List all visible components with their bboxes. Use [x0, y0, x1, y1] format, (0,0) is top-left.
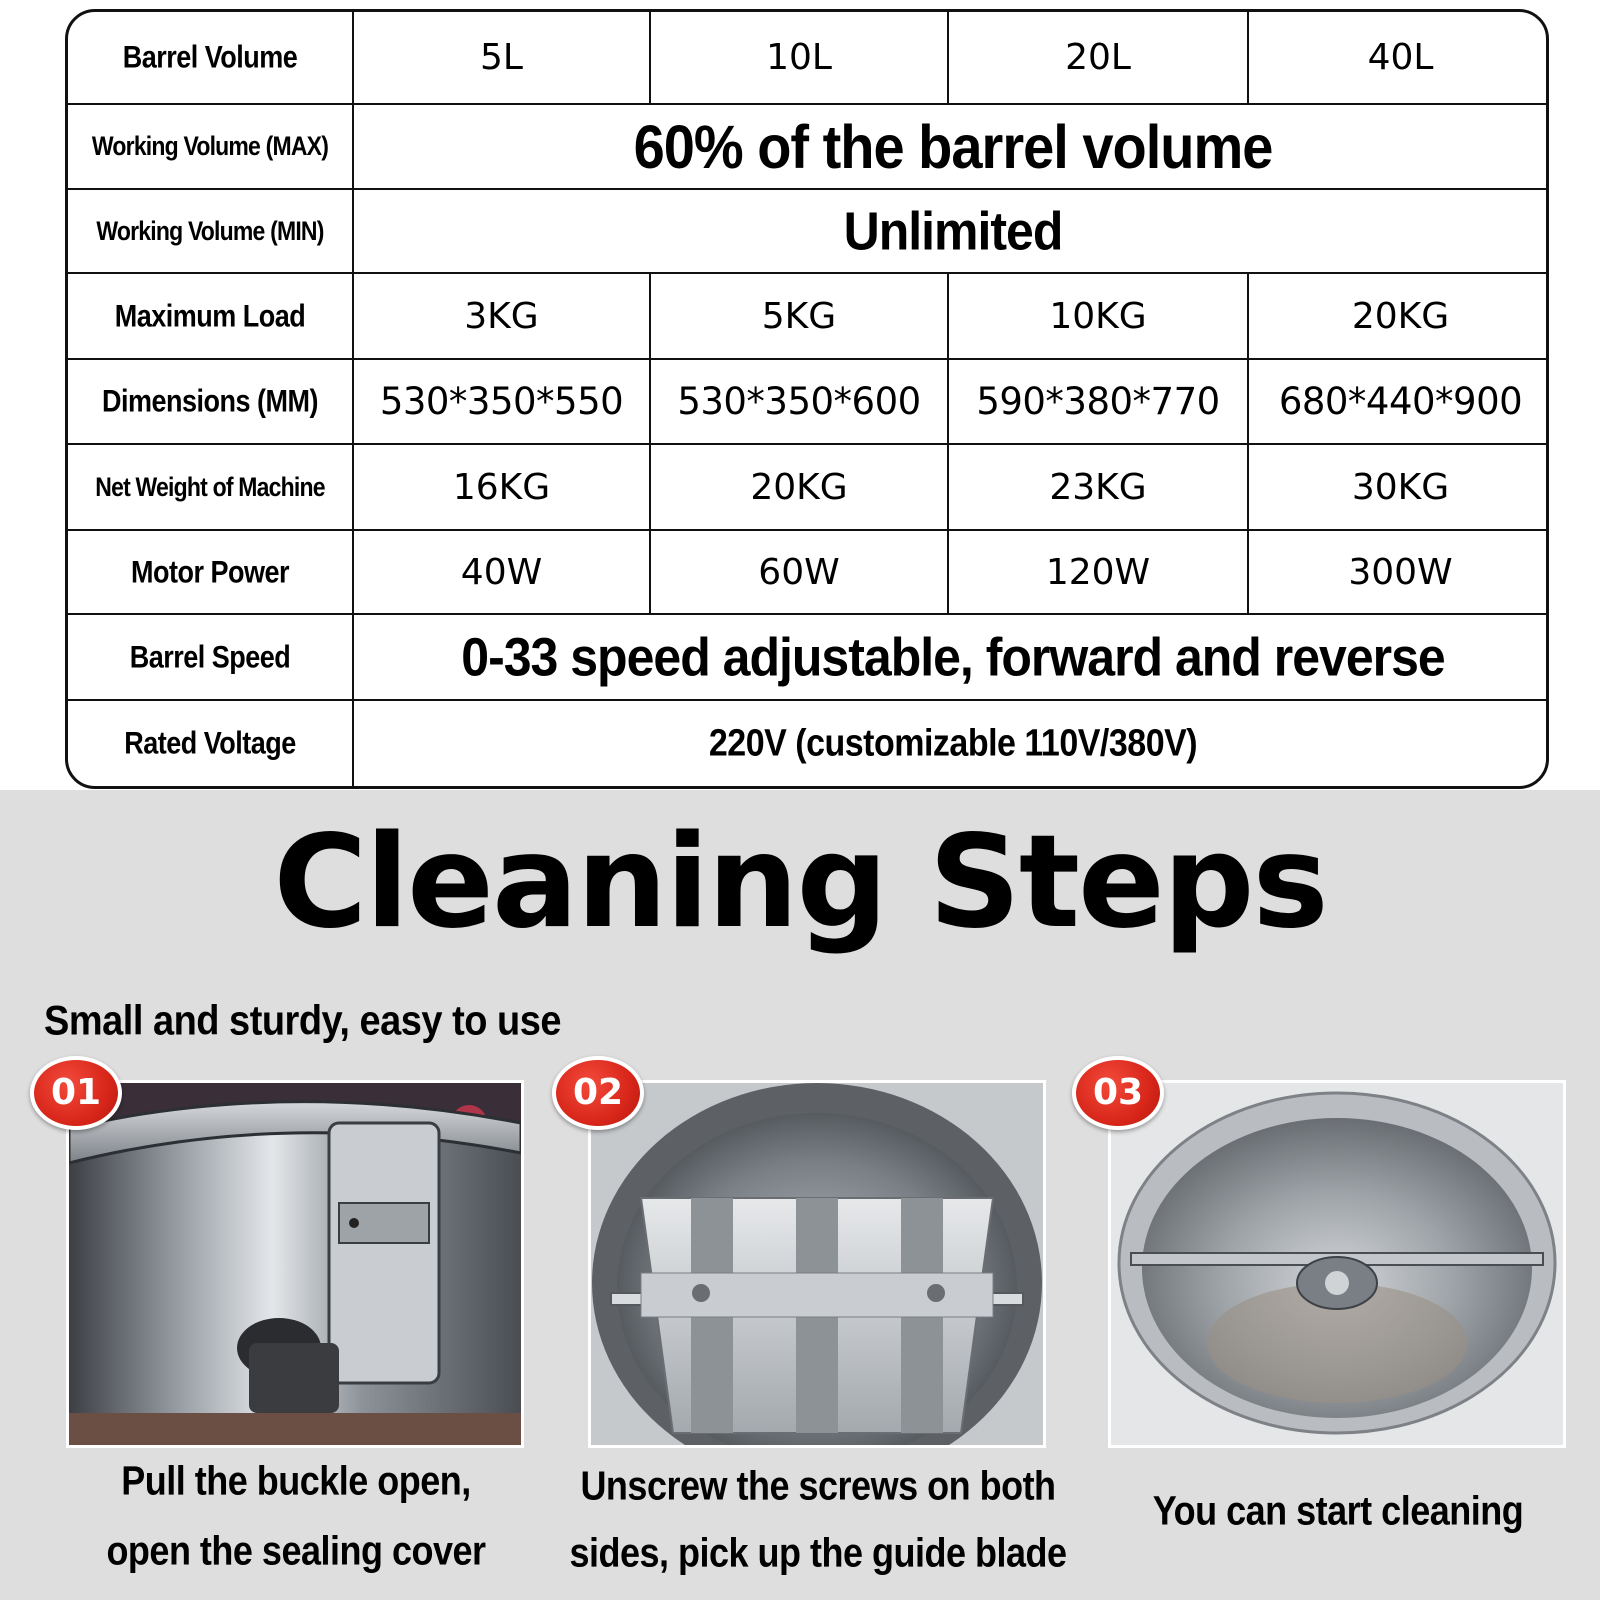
- cell-value-cell: [1248, 359, 1549, 444]
- row-motor-power: [68, 530, 1549, 614]
- cell-value: 120W: [1045, 551, 1151, 593]
- cell-value-cell: [353, 530, 650, 614]
- row-label: Barrel Speed: [129, 639, 291, 674]
- cell-value-cell: [650, 444, 948, 530]
- cleaning-subtitle: Small and sturdy, easy to use: [44, 998, 561, 1045]
- cell-40l: [1248, 12, 1549, 104]
- step-1-caption-line-1: Pull the buckle open,: [121, 1457, 471, 1504]
- cell-value: 23KG: [1049, 466, 1147, 508]
- cell-value: 20KG: [1351, 295, 1450, 337]
- cell-value: 300W: [1348, 551, 1453, 593]
- cell-value: 10L: [766, 37, 832, 78]
- cell-value-cell: [1248, 444, 1549, 530]
- row-label-cell: [68, 12, 353, 104]
- row-label: Working Volume (MAX): [91, 130, 329, 161]
- step-1: [50, 1060, 526, 1600]
- cell-value: 60W: [758, 551, 840, 593]
- row-barrel-speed: [68, 614, 1549, 700]
- step-badge: 01: [30, 1056, 122, 1130]
- buckle-photo-illustration: [69, 1083, 521, 1445]
- cell-value: 590*380*770: [976, 380, 1220, 423]
- row-dimensions: [68, 359, 1549, 444]
- cell-5l: [353, 12, 650, 104]
- cell-value-cell: [650, 530, 948, 614]
- spec-section: [0, 0, 1600, 790]
- row-working-volume-max: [68, 104, 1549, 189]
- step-badge: 02: [552, 1056, 644, 1130]
- row-barrel-volume: [68, 12, 1549, 104]
- row-label: Net Weight of Machine: [95, 471, 325, 502]
- cell-value: 5KG: [761, 295, 837, 337]
- row-label-cell: [68, 614, 353, 700]
- row-rated-voltage: [68, 700, 1549, 786]
- cell-value-cell: [948, 273, 1248, 359]
- span-value: 0-33 speed adjustable, forward and reverse: [461, 626, 1445, 688]
- cell-value: 5L: [480, 37, 523, 78]
- step-3-caption-line-1: You can start cleaning: [1152, 1487, 1524, 1534]
- row-label: Dimensions (MM): [101, 383, 318, 419]
- row-label-cell: [68, 444, 353, 530]
- cell-value: 530*350*550: [379, 380, 624, 423]
- cell-value-cell: [650, 359, 948, 444]
- cleaning-title: Cleaning Steps: [273, 808, 1327, 957]
- row-maximum-load: [68, 273, 1549, 359]
- span-cell: [353, 700, 1549, 786]
- cell-value: 20KG: [750, 466, 848, 508]
- clean-barrel-photo-illustration: [1111, 1083, 1563, 1445]
- row-label: Barrel Volume: [122, 39, 298, 75]
- cell-value: 680*440*900: [1278, 380, 1523, 423]
- cell-value: 10KG: [1049, 295, 1147, 337]
- row-label: Rated Voltage: [124, 725, 296, 761]
- cell-value-cell: [948, 359, 1248, 444]
- spec-table-grid: [68, 12, 1549, 786]
- row-label-cell: [68, 104, 353, 189]
- span-value: Unlimited: [843, 200, 1063, 262]
- step-2-caption-line-2: sides, pick up the guide blade: [569, 1529, 1067, 1576]
- cell-value-cell: [948, 530, 1248, 614]
- span-value: 60% of the barrel volume: [633, 111, 1273, 182]
- cell-value: 30KG: [1351, 466, 1450, 508]
- step-1-photo: [66, 1080, 524, 1448]
- row-label: Maximum Load: [114, 298, 306, 333]
- cell-value: 40W: [460, 551, 543, 593]
- step-3-photo: [1108, 1080, 1566, 1448]
- row-label: Working Volume (MIN): [96, 215, 324, 246]
- row-label-cell: [68, 189, 353, 273]
- cell-value-cell: [1248, 530, 1549, 614]
- cell-value-cell: [353, 444, 650, 530]
- step-2-photo: [588, 1080, 1046, 1448]
- span-cell: [353, 104, 1549, 189]
- cell-value-cell: [650, 273, 948, 359]
- cell-value: 20L: [1065, 37, 1131, 78]
- step-badge: 03: [1072, 1056, 1164, 1130]
- row-label-cell: [68, 530, 353, 614]
- cell-value: 16KG: [452, 466, 551, 508]
- span-cell: [353, 614, 1549, 700]
- step-3: [1092, 1060, 1568, 1600]
- cell-value-cell: [948, 444, 1248, 530]
- cell-value: 40L: [1367, 37, 1434, 78]
- row-working-volume-min: [68, 189, 1549, 273]
- step-2-caption-line-1: Unscrew the screws on both: [580, 1462, 1056, 1509]
- span-value: 220V (customizable 110V/380V): [708, 721, 1198, 765]
- cleaning-section: [0, 790, 1600, 1600]
- cell-value: 3KG: [464, 295, 539, 337]
- guide-blade-photo-illustration: [591, 1083, 1043, 1445]
- step-1-caption-line-2: open the sealing cover: [106, 1527, 486, 1574]
- cell-value-cell: [1248, 273, 1549, 359]
- row-net-weight: [68, 444, 1549, 530]
- row-label-cell: [68, 700, 353, 786]
- step-2: [569, 1060, 1067, 1600]
- row-label-cell: [68, 359, 353, 444]
- cell-value: 530*350*600: [677, 380, 921, 423]
- span-cell: [353, 189, 1549, 273]
- cell-value-cell: [353, 359, 650, 444]
- cell-10l: [650, 12, 948, 104]
- row-label-cell: [68, 273, 353, 359]
- cell-20l: [948, 12, 1248, 104]
- spec-table: [65, 9, 1549, 789]
- cell-value-cell: [353, 273, 650, 359]
- row-label: Motor Power: [130, 554, 289, 589]
